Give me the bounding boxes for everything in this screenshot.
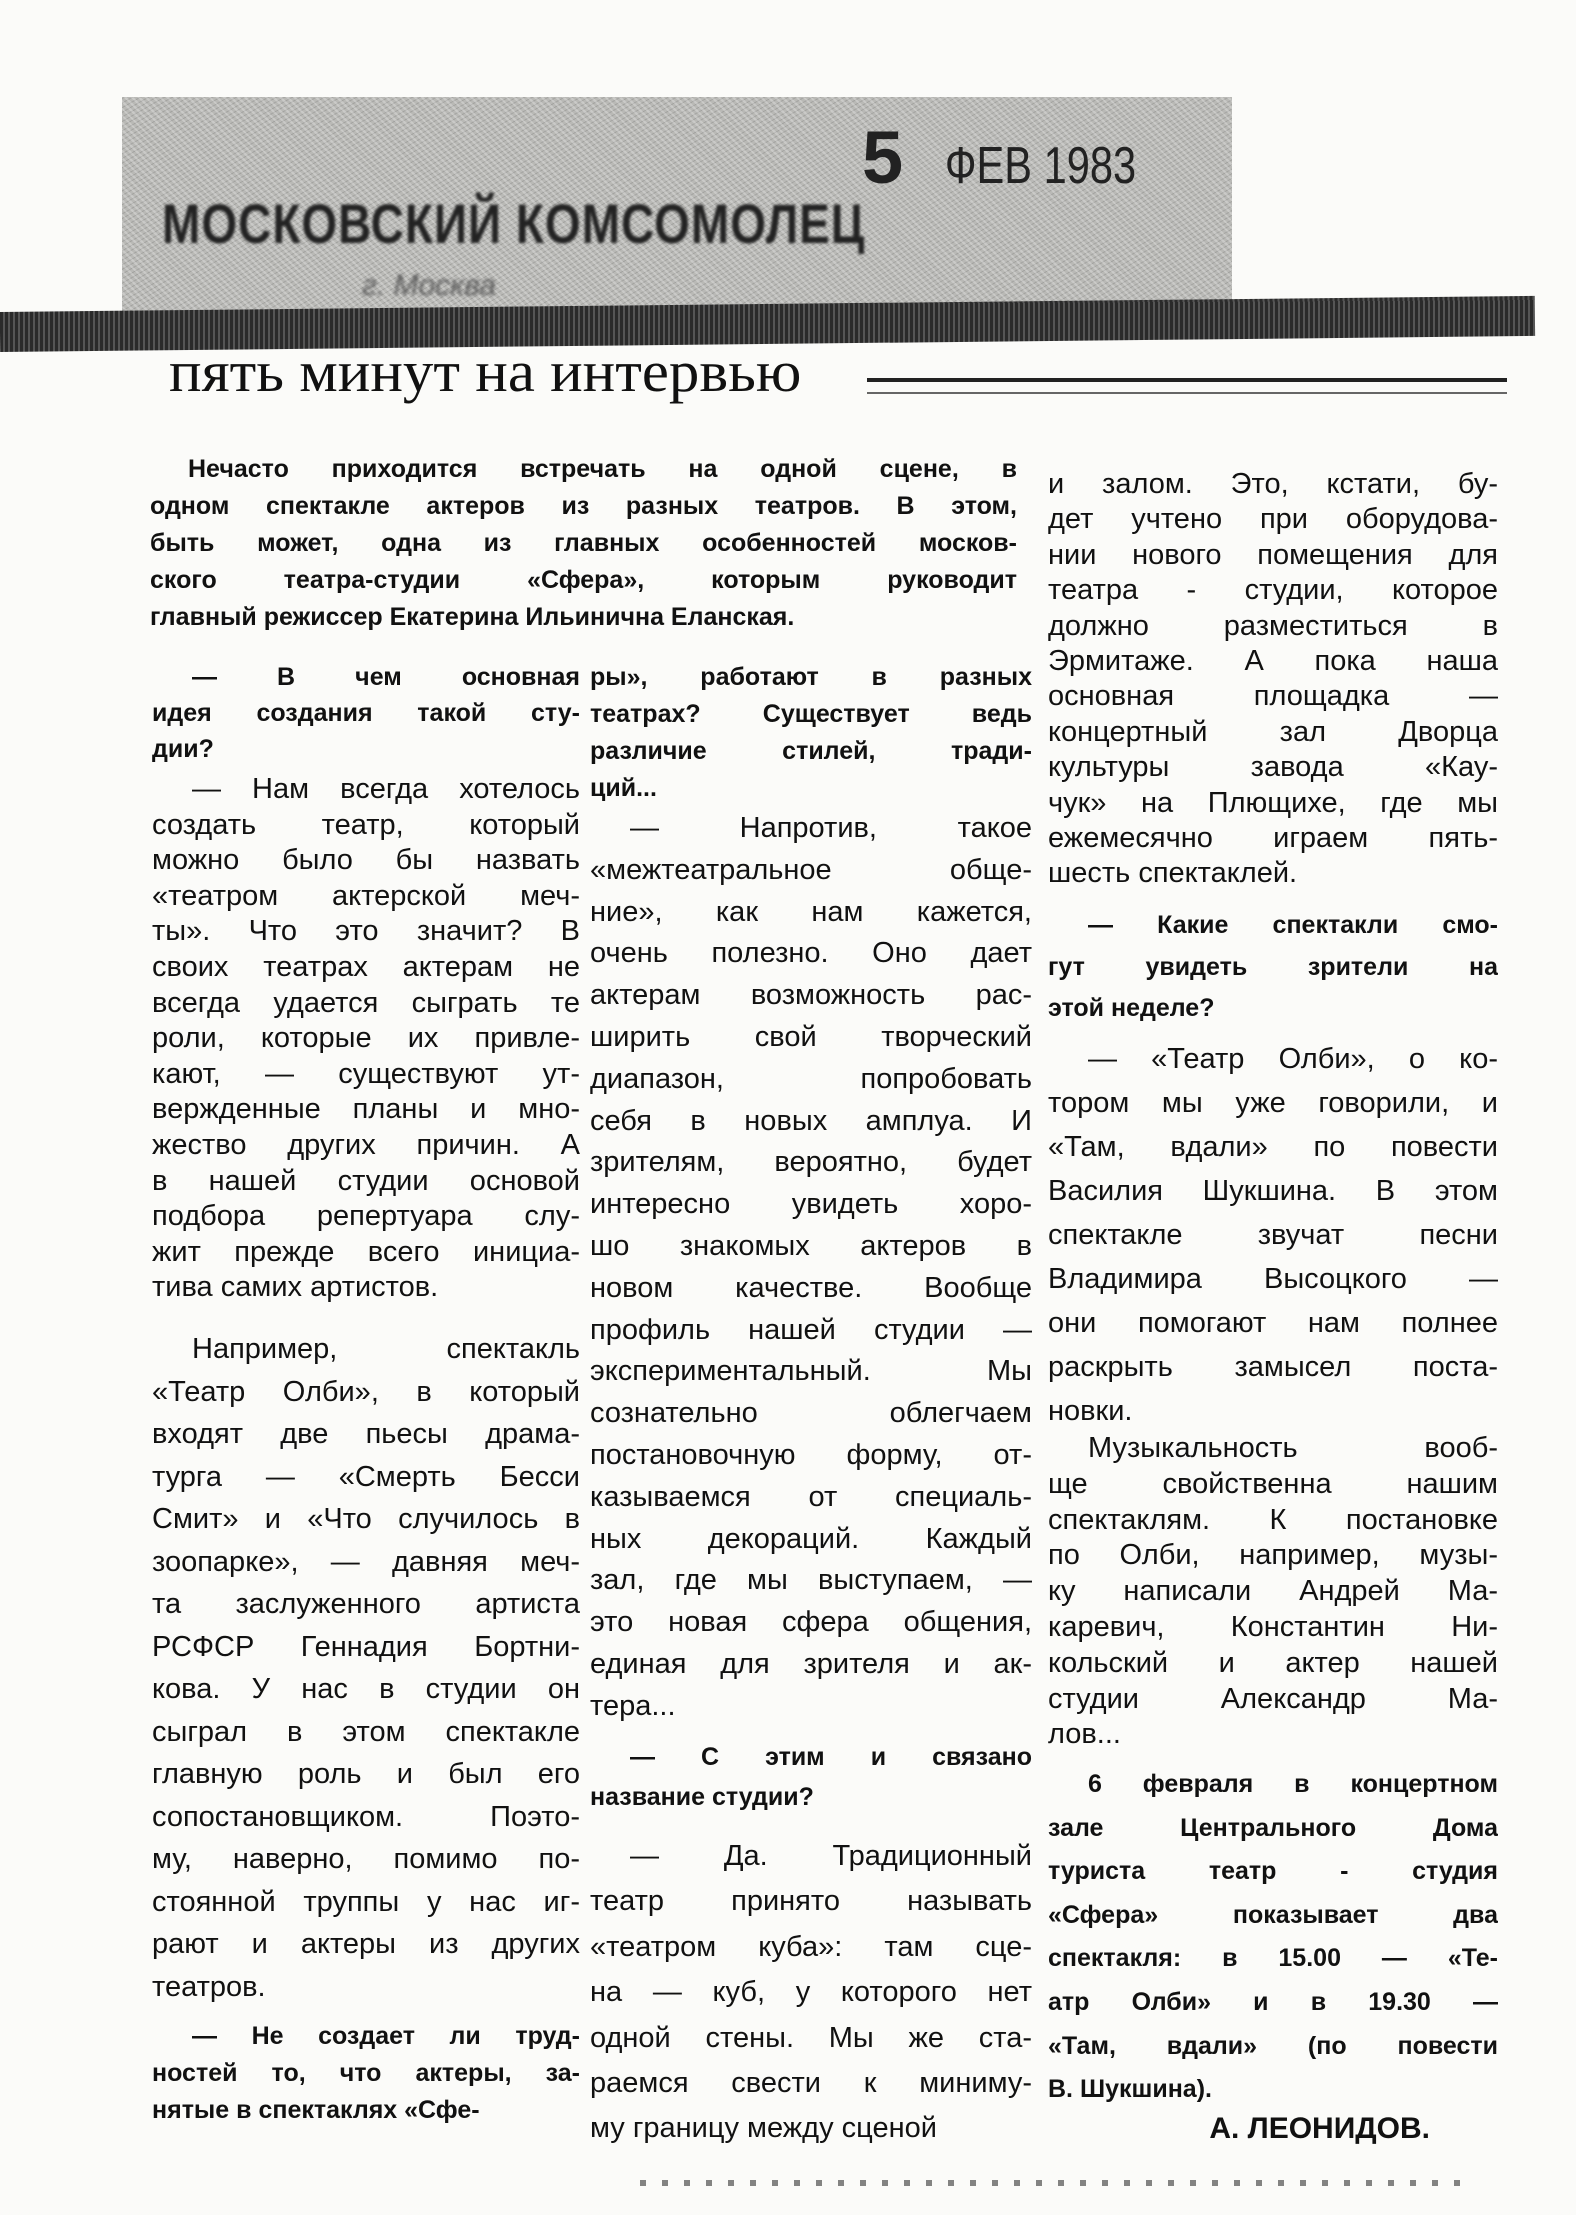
text-line: лов...	[1048, 1718, 1121, 1751]
text-line: тором мы уже говорили, и	[1048, 1087, 1498, 1119]
text-line: подбора репертуара слу-	[152, 1200, 580, 1233]
text-line: одной стены. Мы же ста-	[590, 2021, 1032, 2054]
performance-notice	[1048, 1763, 1498, 2112]
text-line: главную роль и был его	[152, 1758, 580, 1790]
text-line: вержденные планы и мно-	[152, 1093, 580, 1126]
text-line: ние», как нам кажется,	[590, 895, 1032, 928]
text-line: Например, спектакль	[192, 1333, 580, 1365]
text-line: театрах? Существует ведь	[590, 700, 1032, 728]
text-line: тера...	[590, 1689, 676, 1722]
text-line: спектаклям. К постановке	[1048, 1503, 1498, 1536]
text-line: зал, где мы выступаем, —	[590, 1564, 1032, 1597]
question-1	[152, 659, 580, 767]
text-line: быть может, одна из главных особенностей москов-	[150, 529, 1017, 557]
text-line: та заслуженного артиста	[152, 1588, 580, 1620]
text-line: жество других причин. А	[152, 1128, 580, 1161]
text-line: раемся свести к миниму-	[590, 2067, 1032, 2100]
text-line: зоопарке», — давняя меч-	[152, 1545, 580, 1578]
text-line: название студии?	[590, 1783, 814, 1811]
text-line: студии Александр Ма-	[1048, 1682, 1498, 1715]
text-line: — Напротив, такое	[630, 812, 1032, 844]
text-line: ций...	[590, 774, 657, 802]
text-line: гут увидеть зрители на	[1048, 952, 1498, 981]
text-line: — Какие спектакли смо-	[1088, 911, 1498, 939]
text-line: роли, которые их привле-	[152, 1022, 580, 1055]
question-2-continued	[590, 659, 1032, 807]
text-line: нии нового помещения для	[1048, 538, 1498, 571]
scan-noise	[640, 2180, 1460, 2186]
text-line: жит прежде всего инициа-	[152, 1235, 580, 1268]
text-line: нятые в спектаклях «Сфе-	[152, 2096, 480, 2124]
text-line: ширить свой творческий	[590, 1020, 1032, 1053]
text-line: — С этим и связано	[630, 1743, 1032, 1771]
text-line: по Олби, например, музы-	[1048, 1539, 1498, 1572]
text-line: интересно увидеть хоро-	[590, 1188, 1032, 1221]
text-line: и залом. Это, кстати, бу-	[1048, 468, 1498, 500]
answer-3	[590, 1834, 1032, 2152]
text-line: Эрмитаже. А пока наша	[1048, 645, 1498, 678]
text-line: постановочную форму, от-	[590, 1438, 1032, 1471]
text-line: основная площадка —	[1048, 680, 1498, 713]
text-line: театра - студии, которое	[1048, 574, 1498, 607]
text-line: «Театр Олби», в который	[152, 1375, 580, 1408]
text-line: му границу между сценой	[590, 2112, 937, 2145]
answer-4-continued	[1048, 1431, 1498, 1753]
text-line: единая для зрителя и ак-	[590, 1647, 1032, 1680]
text-line: ры», работают в разных	[590, 663, 1032, 691]
text-line: Смит» и «Что случилось в	[152, 1503, 580, 1535]
text-line: зале Центрального Дома	[1048, 1813, 1498, 1842]
text-line: ского театра-студии «Сфера», которым руководит	[150, 566, 1017, 594]
text-line: в нашей студии основой	[152, 1164, 580, 1197]
text-line: — В чем основная	[192, 663, 580, 691]
text-line: зрителям, вероятно, будет	[590, 1146, 1032, 1179]
text-line: одном спектакле актеров из разных театров. В этом,	[150, 492, 1017, 520]
text-line: чук» на Плющихе, где мы	[1048, 786, 1498, 819]
answer-1	[152, 772, 580, 1306]
text-line: казываемся от специаль-	[590, 1480, 1032, 1513]
text-line: они помогают нам полнее	[1048, 1307, 1498, 1339]
answer-2	[590, 808, 1032, 1728]
text-line: входят две пьесы драма-	[152, 1418, 580, 1450]
text-line: различие стилей, тради-	[590, 737, 1032, 765]
question-2	[152, 2018, 580, 2129]
text-line: спектакле звучат песни	[1048, 1219, 1498, 1251]
text-line: туриста театр - студия	[1048, 1857, 1498, 1886]
text-line: «Там, вдали» (по повести	[1048, 2031, 1498, 2060]
text-line: рают и актеры из других	[152, 1928, 580, 1960]
text-line: этой неделе?	[1048, 994, 1215, 1023]
text-line: му, наверно, помимо по-	[152, 1843, 580, 1875]
text-line: сопостановщиком. Поэто-	[152, 1800, 580, 1833]
text-line: должно разместиться в	[1048, 609, 1498, 642]
text-line: кают, — существуют ут-	[152, 1057, 580, 1090]
text-line: культуры завода «Кау-	[1048, 751, 1498, 784]
text-line: РСФСР Геннадия Бортни-	[152, 1630, 580, 1663]
text-line: «межтеатральное обще-	[590, 853, 1032, 886]
text-line: В. Шукшина).	[1048, 2075, 1212, 2104]
text-line: дет учтено при оборудова-	[1048, 503, 1498, 536]
text-line: ку написали Андрей Ма-	[1048, 1575, 1498, 1608]
text-line: диапазон, попробовать	[590, 1062, 1032, 1095]
text-line: Нечасто приходится встречать на одной сцене, в	[188, 455, 1017, 483]
text-line: тива самих артистов.	[152, 1271, 439, 1304]
text-line: ных декораций. Каждый	[590, 1522, 1032, 1555]
text-line: концертный зал Дворца	[1048, 715, 1498, 748]
newspaper-header-stamp	[122, 97, 1232, 322]
text-line: на — куб, у которого нет	[590, 1976, 1032, 2009]
article-lead	[150, 451, 1017, 636]
city-stamp: г. Москва	[362, 269, 496, 302]
text-line: дии?	[152, 735, 214, 763]
text-line: всегда удается сыграть те	[152, 986, 580, 1019]
date-stamp	[862, 115, 1160, 200]
text-line: каревич, Константин Ни-	[1048, 1610, 1498, 1643]
text-line: идея создания такой сту-	[152, 699, 580, 727]
title-rule-thin	[867, 392, 1507, 394]
answer-3-continued	[1048, 467, 1498, 892]
text-line: театр принято называть	[590, 1885, 1032, 1918]
text-line: главный режиссер Екатерина Ильинична Еланская.	[150, 603, 795, 631]
answer-1-continued	[152, 1328, 580, 2008]
text-line: шо знакомых актеров в	[590, 1229, 1032, 1262]
text-line: Василия Шукшина. В этом	[1048, 1175, 1498, 1207]
date-day: 5	[862, 116, 904, 199]
text-line: можно было бы назвать	[152, 844, 580, 877]
text-line: — Нам всегда хотелось	[192, 773, 580, 805]
text-line: спектакля: в 15.00 — «Те-	[1048, 1944, 1498, 1973]
text-line: Владимира Высоцкого —	[1048, 1263, 1498, 1295]
text-line: ежемесячно играем пять-	[1048, 822, 1498, 855]
answer-4	[1048, 1037, 1498, 1433]
text-line: 6 февраля в концертном	[1088, 1770, 1498, 1798]
text-line: сознательно облегчаем	[590, 1397, 1032, 1430]
text-line: это новая сфера общения,	[590, 1606, 1032, 1639]
text-line: атр Олби» и в 19.30 —	[1048, 1987, 1498, 2016]
text-line: своих театрах актерам не	[152, 950, 580, 983]
text-line: создать театр, который	[152, 808, 580, 841]
text-line: «Сфера» показывает два	[1048, 1900, 1498, 1929]
text-line: актерам возможность рас-	[590, 979, 1032, 1012]
text-line: турга — «Смерть Бесси	[152, 1460, 580, 1493]
text-line: экспериментальный. Мы	[590, 1355, 1032, 1388]
text-line: — «Театр Олби», о ко-	[1088, 1043, 1498, 1075]
newspaper-masthead: МОСКОВСКИЙ КОМСОМОЛЕЦ	[162, 192, 866, 256]
text-line: театров.	[152, 1970, 266, 2003]
text-line: профиль нашей студии —	[590, 1313, 1032, 1346]
text-line: «Там, вдали» по повести	[1048, 1131, 1498, 1163]
question-4	[1048, 905, 1498, 1030]
text-line: — Да. Традиционный	[630, 1840, 1032, 1872]
title-rule	[867, 378, 1507, 382]
text-line: кольский и актер нашей	[1048, 1646, 1498, 1679]
article-title: пять минут на интервью	[169, 339, 802, 404]
text-line: Музыкальность вооб-	[1088, 1432, 1498, 1464]
date-month-year: ФЕВ 1983	[945, 137, 1137, 195]
question-3	[590, 1737, 1032, 1817]
text-line: стоянной труппы у нас иг-	[152, 1885, 580, 1918]
text-line: кова. У нас в студии он	[152, 1673, 580, 1705]
text-line: себя в новых амплуа. И	[590, 1104, 1032, 1137]
text-line: очень полезно. Оно дает	[590, 937, 1032, 970]
text-line: ностей то, что актеры, за-	[152, 2059, 580, 2087]
text-line: ще свойственна нашим	[1048, 1467, 1498, 1500]
text-line: «театром куба»: там сце-	[590, 1930, 1032, 1963]
text-line: ты». Что это значит? В	[152, 915, 580, 948]
author-signature: А. ЛЕОНИДОВ.	[1209, 2112, 1430, 2145]
text-line: «театром актерской меч-	[152, 879, 580, 912]
text-line: новом качестве. Вообще	[590, 1271, 1032, 1304]
text-line: новки.	[1048, 1395, 1133, 1427]
text-line: — Не создает ли труд-	[192, 2022, 580, 2050]
text-line: сыграл в этом спектакле	[152, 1715, 580, 1748]
text-line: шесть спектаклей.	[1048, 857, 1298, 890]
text-line: раскрыть замысел поста-	[1048, 1351, 1498, 1383]
